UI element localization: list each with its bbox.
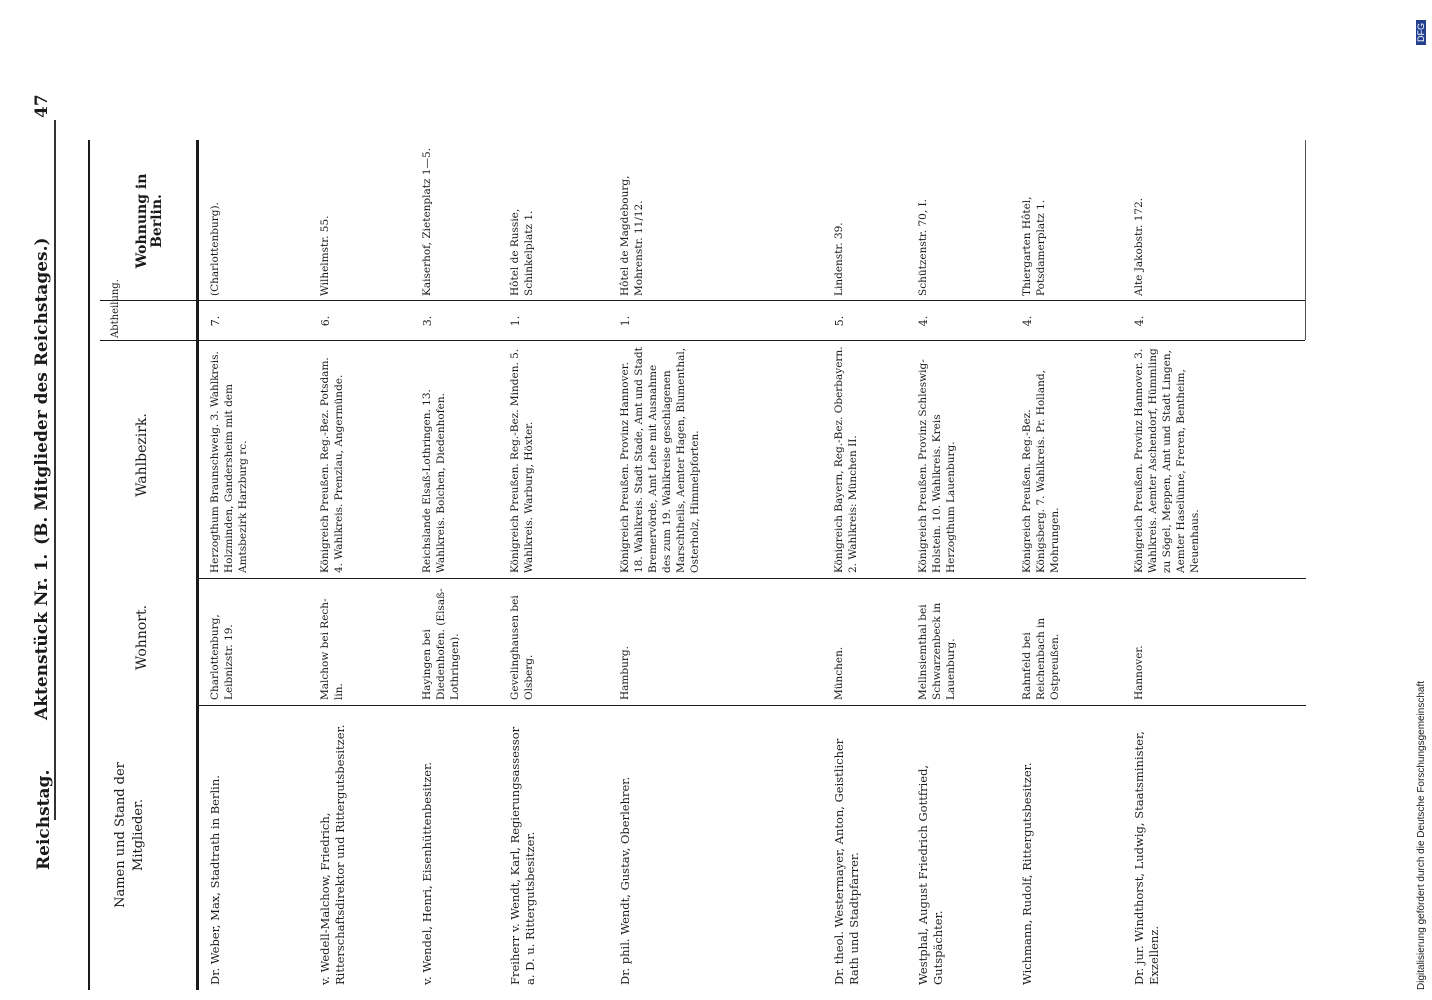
row-6-name: Dr. theol. Westermayer, Anton, Geistlicher Rath und Stadtpfarrer.	[832, 738, 861, 985]
row-6-abt: 5.	[833, 315, 846, 327]
row-7-wahlbezirk: Königreich Preußen. Provinz Schleswig-Holstein. 10. Wahlkreis. Kreis Herzogthum Lauenburg.	[917, 359, 957, 573]
running-head-aktenstueck: Aktenstück Nr. 1.	[32, 553, 52, 720]
dfg-note: Digitalisierung gefördert durch die Deutsche Forschungsgemeinschaft	[1416, 680, 1427, 990]
col-sep-abt-berlin	[100, 300, 1305, 301]
row-8-abt: 4.	[1021, 315, 1034, 327]
row-6-berlin: Lindenstr. 39.	[833, 222, 845, 296]
col-sep-wahl-abt	[100, 340, 1305, 341]
row-6-wohnort: München.	[833, 646, 845, 700]
row-5-wohnort: Hamburg.	[619, 646, 631, 700]
row-7-abt: 4.	[917, 315, 930, 327]
header-wohnort	[135, 580, 150, 695]
row-7-berlin: Schützenstr. 70, I.	[917, 199, 929, 296]
row-3-wohnort: Hayingen bei Diedenhofen. (Elsaß-Lothringen).	[421, 588, 461, 700]
row-1-berlin: (Charlottenburg).	[209, 202, 221, 296]
header-abtheilung	[108, 279, 123, 338]
header-bottom-rule	[196, 140, 199, 990]
row-2-abt: 6.	[319, 315, 332, 327]
dfg-badge: DFG	[1416, 20, 1426, 45]
row-4-name: Freiherr v. Wendt, Karl, Regierungsassessor a. D. u. Rittergutsbesitzer.	[508, 726, 537, 985]
table-right-rule	[1305, 140, 1306, 340]
row-3-name: v. Wendel, Henri, Eisenhüttenbesitzer.	[420, 762, 434, 985]
row-3-berlin: Kaiserhof, Zietenplatz 1—5.	[421, 147, 433, 296]
row-5-wahlbezirk: Königreich Preußen. Provinz Hannover. 18. Wahlkreis. Stadt Stade, Amt und Stadt Bremervörde, Amt Lehe mit Ausnahme des zum 19. Wahlkreise geschlagenen Marschtheils, Aemter Hagen, Blumenthal, Osterholz, Himmelpforten.	[619, 347, 701, 573]
row-8-wahlbezirk: Königreich Preußen. Reg.-Bez. Königsberg. 7. Wahlkreis. Pr. Holland, Mohrungen.	[1021, 370, 1061, 573]
row-4-wohnort: Gevelinghausen bei Olsberg.	[509, 595, 535, 700]
col-sep-wohnort-wahl	[196, 578, 1306, 579]
table-border-top	[88, 140, 90, 990]
row-1-name: Dr. Weber, Max, Stadtrath in Berlin.	[208, 775, 222, 985]
header-name-text: Namen und Stand der Mitglieder.	[113, 762, 146, 908]
row-1-wahlbezirk: Herzogthum Braunschweig. 3. Wahlkreis. Holzminden, Gandersheim mit dem Amtsbezirk Harzburg rc.	[209, 351, 249, 573]
row-5-name: Dr. phil. Wendt, Gustav, Oberlehrer.	[618, 776, 632, 985]
header-wahlbezirk	[135, 340, 150, 570]
header-wohnort-text: Wohnort.	[134, 604, 150, 671]
header-name	[112, 760, 148, 910]
row-2-wahlbezirk: Königreich Preußen. Reg.-Bez. Potsdam. 4. Wahlkreis. Prenzlau, Angermünde.	[319, 357, 345, 573]
row-2-berlin: Wilhelmstr. 55.	[319, 215, 331, 296]
row-4-berlin: Hôtel de Russie, Schinkelplatz 1.	[509, 208, 535, 296]
row-4-wahlbezirk: Königreich Preußen. Reg.-Bez. Minden. 5. Wahlkreis. Warburg, Höxter.	[509, 348, 535, 573]
row-2-name: v. Wedell-Malchow, Friedrich, Ritterschaftsdirektor und Rittergutsbesitzer.	[318, 724, 347, 985]
header-berlin	[135, 146, 165, 296]
row-2-wohnort: Malchow bei Rech-lin.	[319, 598, 345, 700]
running-head-left: Reichstag.	[34, 769, 54, 870]
row-9-berlin: Alte Jakobstr. 172.	[1133, 197, 1145, 296]
row-7-name: Westphal, August Friedrich Gottfried, Gutspächter.	[916, 764, 945, 985]
row-9-wahlbezirk: Königreich Preußen. Provinz Hannover. 3. Wahlkreis. Aemter Aschendorf, Hümmling zu Sögel, Meppen, Amt und Stadt Lingen, Aemter Haselünne, Freren, Bentheim, Neuenhaus.	[1133, 348, 1201, 573]
header-berlin-text: Wohnung in Berlin.	[134, 173, 165, 269]
row-3-abt: 3.	[421, 315, 434, 327]
header-wahlbezirk-text: Wahlbezirk.	[134, 413, 150, 497]
row-7-wohnort: Mellnsiemthal bei Schwarzenbeck in Lauenburg.	[917, 602, 957, 700]
page-number: 47	[32, 94, 52, 118]
row-3-wahlbezirk: Reichslande Elsaß-Lothringen. 13. Wahlkreis. Bolchen, Diedenhofen.	[421, 389, 447, 573]
row-8-wohnort: Rahnfeld bei Reichenbach in Ostpreußen.	[1021, 617, 1061, 700]
col-sep-name-wohnort	[196, 705, 1306, 706]
row-9-name: Dr. jur. Windthorst, Ludwig, Staatsminister, Exzellenz.	[1132, 731, 1161, 985]
row-4-abt: 1.	[509, 315, 522, 327]
row-8-berlin: Thiergarten Hôtel, Potsdamerplatz 1.	[1021, 196, 1047, 296]
row-6-wahlbezirk: Königreich Bayern, Reg.-Bez. Oberbayern. 2. Wahlkreis: München II.	[833, 346, 859, 573]
row-1-wohnort: Charlottenburg, Leibnizstr. 19.	[209, 614, 235, 700]
row-9-abt: 4.	[1133, 315, 1146, 327]
running-head-section: (B. Mitglieder des Reichstages.)	[32, 237, 52, 545]
header-abtheilung-text: Abtheilung.	[110, 279, 121, 338]
head-underline	[54, 120, 56, 820]
row-5-abt: 1.	[619, 315, 632, 327]
row-1-abt: 7.	[209, 315, 222, 327]
row-9-wohnort: Hannover.	[1133, 645, 1145, 700]
row-8-name: Wichmann, Rudolf, Rittergutsbesitzer.	[1020, 762, 1034, 985]
row-5-berlin: Hôtel de Magdebourg, Mohrenstr. 11/12.	[619, 175, 645, 296]
